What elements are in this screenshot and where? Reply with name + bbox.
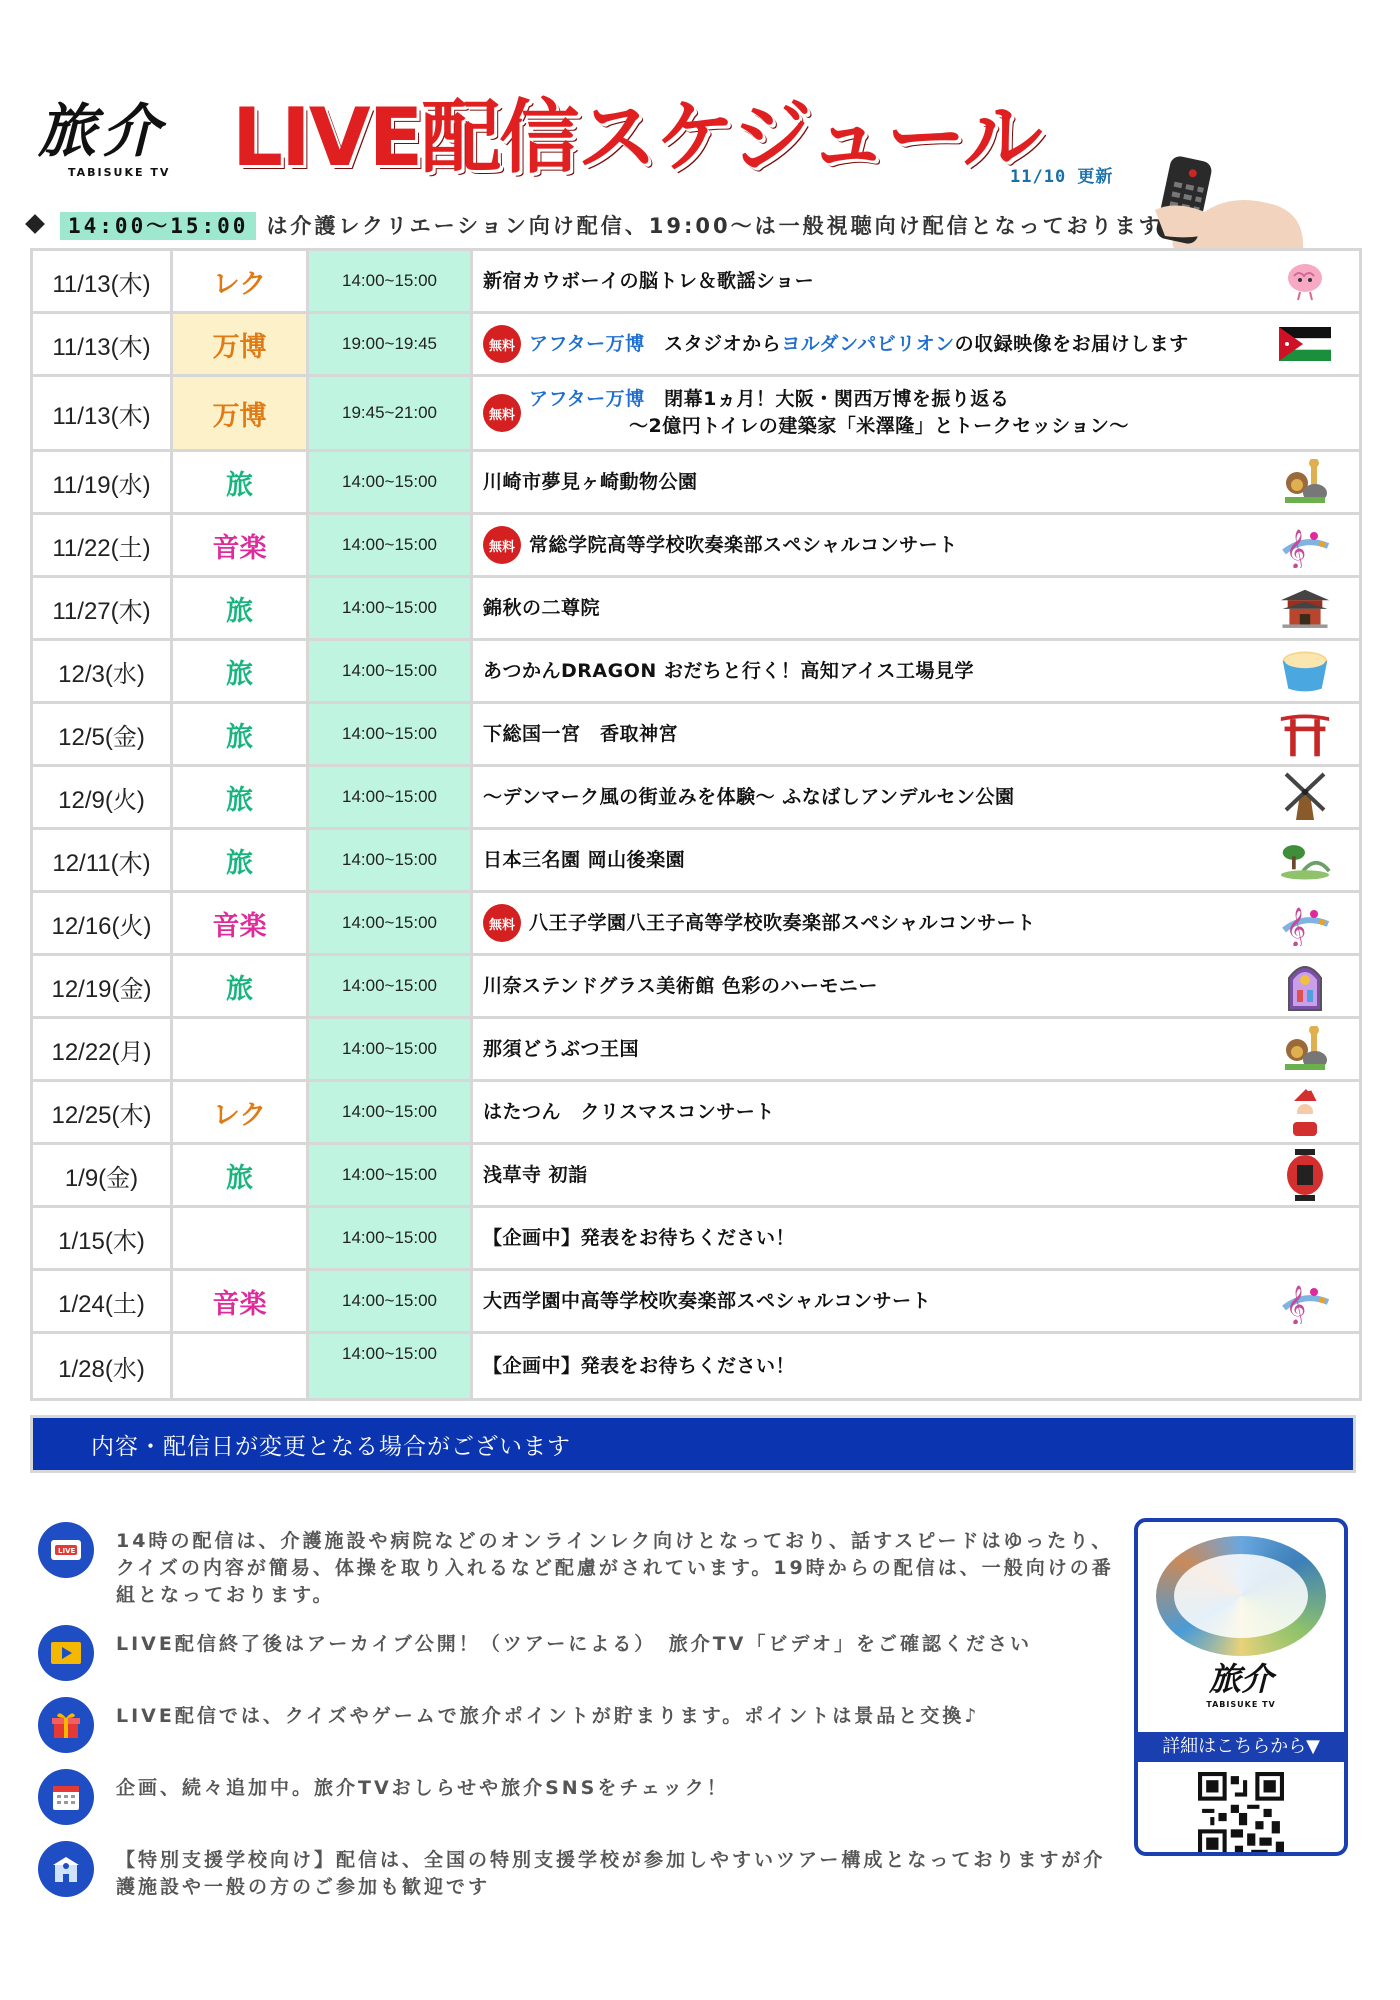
row-title-cell: [473, 251, 1359, 311]
row-title-cell: [473, 1208, 1359, 1268]
info-item: [38, 1841, 1118, 1901]
schedule-row: [33, 377, 1359, 452]
row-time: 19:45~21:00: [309, 377, 473, 449]
row-date: 11/22(土): [33, 515, 173, 575]
row-category: レク: [173, 1082, 309, 1142]
updated-date: 11/10 更新: [1010, 167, 1114, 187]
row-title: アフター万博 スタジオからヨルダンパビリオンの収録映像をお届けします: [529, 332, 1189, 355]
row-title: 大西学園中高等学校吹奏楽部スペシャルコンサート: [483, 1289, 932, 1312]
row-date: 1/9(金): [33, 1145, 173, 1205]
zoo-animals-icon: [1279, 1023, 1331, 1075]
row-time: 14:00~15:00: [309, 1082, 473, 1142]
row-date: 11/13(木): [33, 377, 173, 449]
row-category: [173, 1019, 309, 1079]
row-title: あつかんDRAGON おだちと行く！高知アイス工場見学: [483, 659, 974, 682]
ice-cream-icon: [1279, 645, 1331, 697]
row-title-cell: [473, 452, 1359, 512]
row-time: 14:00~15:00: [309, 1271, 473, 1331]
row-title-cell: [473, 830, 1359, 890]
row-time: 14:00~15:00: [309, 1019, 473, 1079]
schedule-row: [33, 1019, 1359, 1082]
row-category: 旅: [173, 452, 309, 512]
row-title: 日本三名園 岡山後楽園: [483, 848, 686, 871]
row-title-cell: [473, 1145, 1359, 1205]
row-category: [173, 1334, 309, 1398]
schedule-row: [33, 893, 1359, 956]
row-time: 19:00~19:45: [309, 314, 473, 374]
row-title-cell: [473, 704, 1359, 764]
row-title-cell: [473, 1082, 1359, 1142]
row-title: アフター万博 閉幕1ヵ月！大阪・関西万博を振り返る 〜2億円トイレの建築家「米澤隆」とトークセッション〜: [529, 388, 1129, 437]
free-badge: 無料: [483, 526, 521, 564]
row-date: 12/22(月): [33, 1019, 173, 1079]
row-date: 12/3(水): [33, 641, 173, 701]
row-date: 12/11(木): [33, 830, 173, 890]
row-title: 那須どうぶつ王国: [483, 1037, 640, 1060]
qr-card[interactable]: [1134, 1518, 1348, 1856]
intro-time-highlight: 14:00〜15:00: [60, 212, 256, 240]
schedule-row: [33, 704, 1359, 767]
row-date: 12/16(火): [33, 893, 173, 953]
row-title: 【企画中】発表をお待ちください！: [483, 1226, 796, 1249]
row-category: 万博: [173, 314, 309, 374]
row-time: 14:00~15:00: [309, 1208, 473, 1268]
row-category: 旅: [173, 641, 309, 701]
row-time: 14:00~15:00: [309, 578, 473, 638]
row-title-cell: [473, 515, 1359, 575]
info-text: LIVE配信終了後はアーカイブ公開！（ツアーによる） 旅介TV「ビデオ」をご確認ください: [116, 1632, 1032, 1655]
stained-glass-icon: [1279, 960, 1331, 1012]
row-date: 1/28(水): [33, 1334, 173, 1398]
row-time: 14:00~15:00: [309, 251, 473, 311]
row-time: 14:00~15:00: [309, 704, 473, 764]
row-title: 【企画中】発表をお待ちください！: [483, 1354, 796, 1377]
globe-photo-collage-icon: [1156, 1536, 1326, 1656]
music-note-icon: [1279, 519, 1331, 571]
row-title-cell: [473, 1334, 1359, 1398]
row-date: 1/15(木): [33, 1208, 173, 1268]
row-time: 14:00~15:00: [309, 1145, 473, 1205]
lantern-icon: [1279, 1149, 1331, 1201]
qr-logo: 旅介 TABISUKE TV: [1206, 1660, 1276, 1709]
row-title-cell: [473, 1271, 1359, 1331]
row-date: 12/25(木): [33, 1082, 173, 1142]
info-text: LIVE配信では、クイズやゲームで旅介ポイントが貯まります。ポイントは景品と交換♪: [116, 1704, 980, 1727]
diamond-bullet-icon: [25, 214, 45, 234]
row-category: 旅: [173, 704, 309, 764]
row-category: 音楽: [173, 1271, 309, 1331]
row-title: 下総国一宮 香取神宮: [483, 722, 679, 745]
schedule-row: [33, 830, 1359, 893]
svg-text:𝄞: 𝄞: [1286, 529, 1307, 568]
schedule-row: [33, 641, 1359, 704]
row-category: 万博: [173, 377, 309, 449]
jordan-flag-icon: [1279, 318, 1331, 370]
schedule-row: [33, 1334, 1359, 1401]
row-title: 〜デンマーク風の街並みを体験〜 ふなばしアンデルセン公園: [483, 785, 1015, 808]
svg-text:LIVE: LIVE: [58, 1547, 76, 1555]
free-badge: 無料: [483, 394, 521, 432]
live-tv-icon: [38, 1522, 94, 1578]
row-title-cell: [473, 1019, 1359, 1079]
row-title: 川奈ステンドグラス美術館 色彩のハーモニー: [483, 974, 878, 997]
video-icon: [38, 1625, 94, 1681]
svg-text:𝄞: 𝄞: [1286, 907, 1307, 946]
schedule-row: [33, 1145, 1359, 1208]
intro-text: は介護レクリエーション向け配信、19:00〜は一般視聴向け配信となっております: [266, 214, 1163, 238]
music-note-icon: [1279, 1275, 1331, 1327]
logo: [38, 97, 198, 194]
schedule-row: [33, 515, 1359, 578]
zoo-animals-icon: [1279, 456, 1331, 508]
temple-icon: [1279, 582, 1331, 634]
schedule-row: [33, 578, 1359, 641]
qr-code-icon[interactable]: [1198, 1772, 1284, 1856]
row-date: 11/27(木): [33, 578, 173, 638]
row-category: 旅: [173, 1145, 309, 1205]
row-date: 11/13(木): [33, 314, 173, 374]
row-date: 12/5(金): [33, 704, 173, 764]
windmill-icon: [1279, 771, 1331, 823]
gift-icon: [38, 1697, 94, 1753]
row-category: 旅: [173, 830, 309, 890]
schedule-row: [33, 1271, 1359, 1334]
schedule-table: [30, 248, 1362, 1401]
row-date: 11/19(水): [33, 452, 173, 512]
schedule-row: [33, 767, 1359, 830]
row-title-cell: [473, 956, 1359, 1016]
calendar-icon: [38, 1769, 94, 1825]
schedule-row: [33, 1208, 1359, 1271]
info-item: [38, 1522, 1118, 1609]
info-text: 14時の配信は、介護施設や病院などのオンラインレク向けとなっており、話すスピードはゆったり、クイズの内容が簡易、体操を取り入れるなど配慮がされています。19時からの配信は、一般向けの番組となっております。: [116, 1530, 1114, 1606]
info-item: [38, 1769, 1118, 1825]
schedule-row: [33, 251, 1359, 314]
info-text: 企画、続々追加中。旅介TVおしらせや旅介SNSをチェック！: [116, 1776, 729, 1799]
info-item: [38, 1697, 1118, 1753]
row-date: 11/13(木): [33, 251, 173, 311]
row-category: 音楽: [173, 893, 309, 953]
row-time: 14:00~15:00: [309, 893, 473, 953]
row-category: 旅: [173, 956, 309, 1016]
info-list: [38, 1522, 1118, 1917]
logo-mark: 旅介: [38, 97, 167, 165]
row-time: 14:00~15:00: [309, 767, 473, 827]
row-date: 12/19(金): [33, 956, 173, 1016]
torii-icon: [1279, 708, 1331, 760]
row-date: 12/9(火): [33, 767, 173, 827]
schedule-row: [33, 1082, 1359, 1145]
logo-subtitle: TABISUKE TV: [68, 166, 171, 179]
row-time: 14:00~15:00: [309, 515, 473, 575]
info-item: [38, 1625, 1118, 1681]
row-title: 常総学院高等学校吹奏楽部スペシャルコンサート: [529, 533, 958, 556]
row-title-cell: [473, 767, 1359, 827]
change-notice-banner: 内容・配信日が変更となる場合がございます: [30, 1415, 1356, 1473]
schedule-row: [33, 452, 1359, 515]
svg-text:𝄞: 𝄞: [1286, 1285, 1307, 1324]
row-title: 八王子学園八王子高等学校吹奏楽部スペシャルコンサート: [529, 911, 1036, 934]
row-category: 旅: [173, 578, 309, 638]
row-time: 14:00~15:00: [309, 641, 473, 701]
music-note-icon: [1279, 897, 1331, 949]
info-text: 【特別支援学校向け】配信は、全国の特別支援学校が参加しやすいツアー構成となっておりますが介護施設や一般の方のご参加も歓迎です: [116, 1848, 1106, 1898]
row-title: 川崎市夢見ヶ崎動物公園: [483, 470, 698, 493]
row-title-cell: [473, 641, 1359, 701]
santa-icon: [1279, 1086, 1331, 1138]
row-category: 旅: [173, 767, 309, 827]
row-category: [173, 1208, 309, 1268]
intro-line: [28, 210, 1163, 240]
free-badge: 無料: [483, 904, 521, 942]
details-link-banner[interactable]: 詳細はこちらから▼: [1138, 1732, 1344, 1762]
row-title-cell: [473, 377, 1359, 449]
garden-icon: [1279, 834, 1331, 886]
schedule-row: [33, 956, 1359, 1019]
row-time: 14:00~15:00: [309, 830, 473, 890]
row-title: 浅草寺 初詣: [483, 1163, 588, 1186]
free-badge: 無料: [483, 325, 521, 363]
row-title-cell: [473, 893, 1359, 953]
brain-icon: [1279, 255, 1331, 307]
schedule-row: [33, 314, 1359, 377]
row-time: 14:00~15:00: [309, 452, 473, 512]
row-title: 錦秋の二尊院: [483, 596, 601, 619]
row-title: はたつん クリスマスコンサート: [483, 1100, 775, 1123]
school-icon: [38, 1841, 94, 1897]
row-category: 音楽: [173, 515, 309, 575]
row-title: 新宿カウボーイの脳トレ＆歌謡ショー: [483, 269, 815, 292]
row-title-cell: [473, 314, 1359, 374]
row-time: 14:00~15:00: [309, 1334, 473, 1398]
page-title: LIVE配信スケジュール: [232, 91, 1041, 184]
row-category: レク: [173, 251, 309, 311]
row-time: 14:00~15:00: [309, 956, 473, 1016]
row-date: 1/24(土): [33, 1271, 173, 1331]
row-title-cell: [473, 578, 1359, 638]
